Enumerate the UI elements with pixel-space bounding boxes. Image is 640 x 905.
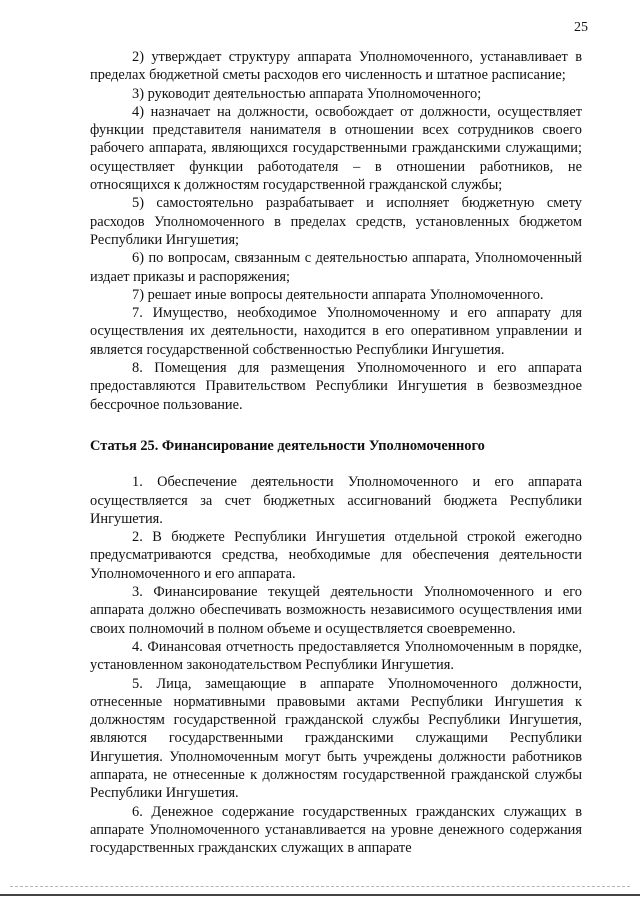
article-title: Статья 25. Финансирование деятельности Уполномоченного [90,437,485,454]
paragraph: 3. Финансирование текущей деятельности Уполномоченного и его аппарата должно обеспечивать возможность независимого осуществления ими своих полномочий в полном объеме и осуществляется своевременно. [90,584,582,637]
paragraph: 1. Обеспечение деятельности Уполномоченного и его аппарата осуществляется за счет бюджетных ассигнований бюджета Республики Ингушетия. [90,474,582,527]
paragraph: 4. Финансовая отчетность предоставляется Уполномоченным в порядке, установленном законодательством Республики Ингушетия. [90,638,582,674]
paragraph: 3) руководит деятельностью аппарата Уполномоченного; [132,85,482,102]
scan-artifact-dotted-line [10,886,630,889]
document-body [90,48,582,857]
paragraph: 8. Помещения для размещения Уполномоченного и его аппарата предоставляются Правительством Республики Ингушетия в безвозмездное бессрочное пользование. [90,360,582,413]
paragraph: 5. Лица, замещающие в аппарате Уполномоченного должности, отнесенные нормативными правовыми актами Республики Ингушетия к должностям государственной гражданской службы Республики Ингушетия, являются государственными гражданскими служащими Республики Ингушетия. Уполномоченным могут быть учреждены должности работников аппарата, не отнесенные к должностям государственной гражданской службы Республики Ингушетия. [90,675,582,802]
paragraph: 5) самостоятельно разрабатывает и исполняет бюджетную смету расходов Уполномоченного в пределах средств, установленных бюджетом Республики Ингушетия; [90,195,582,248]
paragraph: 7) решает иные вопросы деятельности аппарата Уполномоченного. [132,286,544,303]
paragraph: 7. Имущество, необходимое Уполномоченному и его аппарату для осуществления их деятельности, находится в его оперативном управлении и является государственной собственностью Республики Ингушетия. [90,305,582,358]
paragraph: 4) назначает на должности, освобождает от должности, осуществляет функции представителя нанимателя в отношении всех сотрудников своего рабочего аппарата, являющихся государственными гражданскими служащими; осуществляет функции работодателя – в отношении работников, не относящихся к должностям государственной гражданской службы; [90,103,582,194]
paragraph: 6. Денежное содержание государственных гражданских служащих в аппарате Уполномоченного устанавливается на уровне денежного содержания государственных гражданских служащих в аппарате [90,803,582,857]
paragraph: 2) утверждает структуру аппарата Уполномоченного, устанавливает в пределах бюджетной сметы расходов его численность и штатное расписание; [90,49,582,84]
paragraph: 2. В бюджете Республики Ингушетия отдельной строкой ежегодно предусматриваются средства, необходимые для обеспечения деятельности Уполномоченного и его аппарата. [90,529,582,582]
scan-artifact-bottom-line [0,894,640,896]
paragraph: 6) по вопросам, связанным с деятельностью аппарата, Уполномоченный издает приказы и распоряжения; [90,250,582,285]
page-number: 25 [574,20,588,35]
